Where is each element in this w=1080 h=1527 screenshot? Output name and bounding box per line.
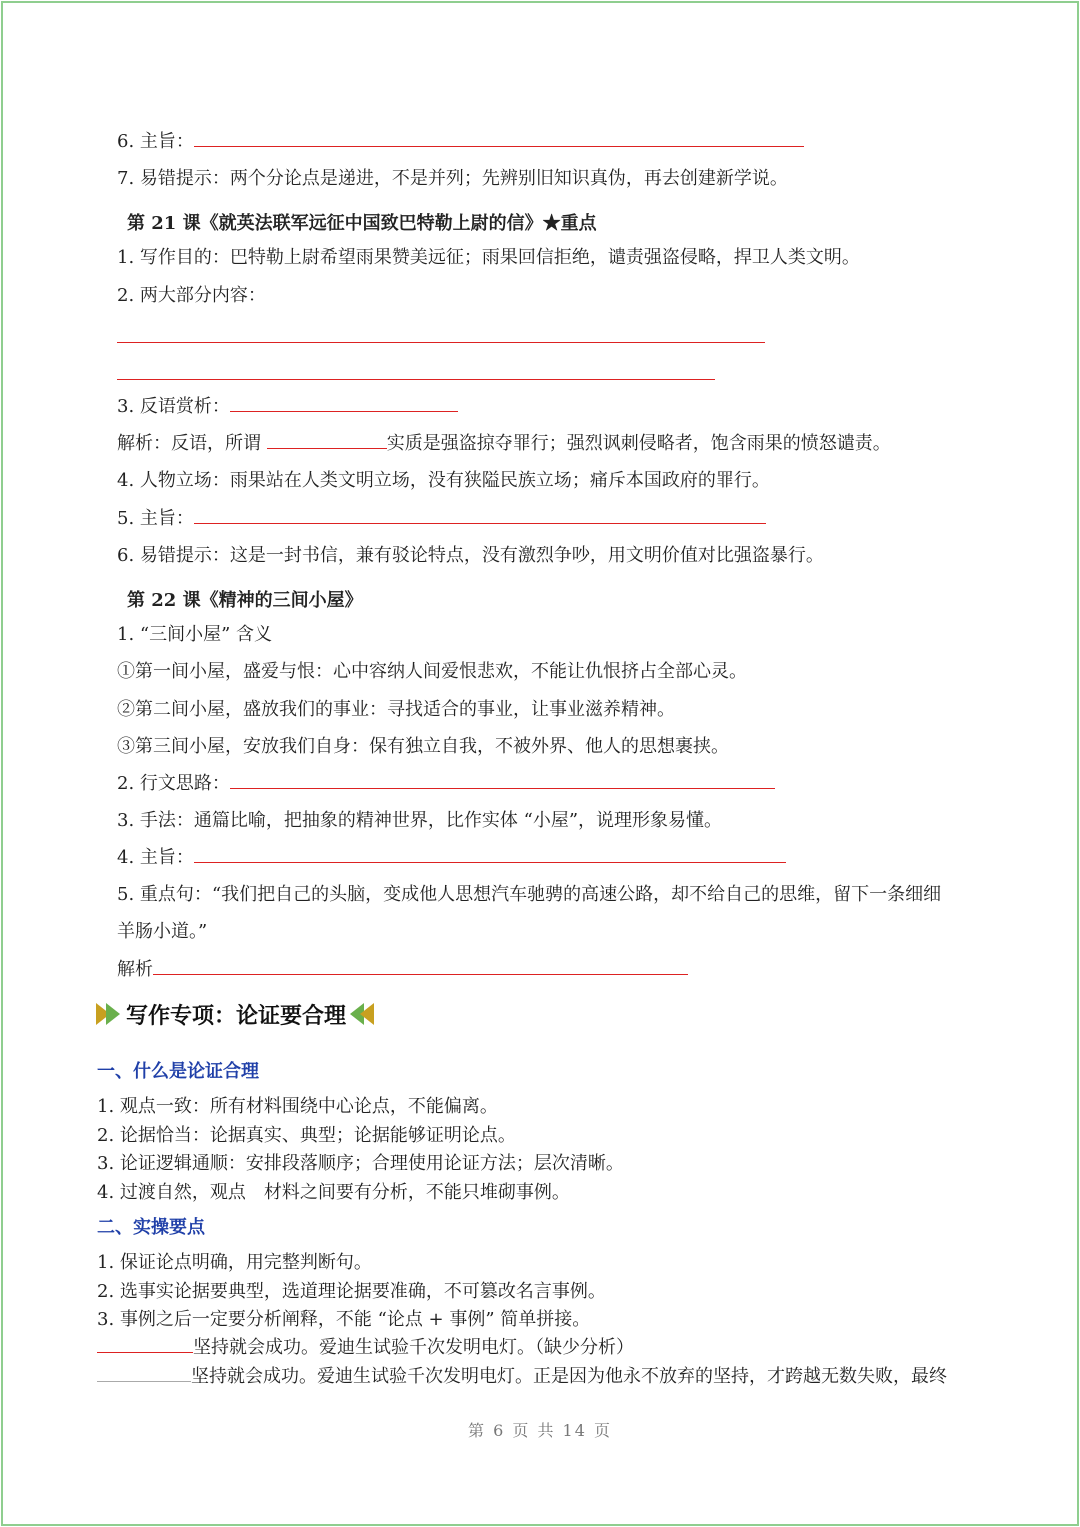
l20-item-7: 7. 易错提示：两个分论点是递进，不是并列；先辨别旧知识真伪，再去创建新学说。 <box>117 168 788 189</box>
l22-item-5-cont: 羊肠小道。” <box>117 921 208 942</box>
l21-analysis: 解析：反语，所谓 实质是强盗掠夺罪行；强烈讽刺侵略者，饱含雨果的愤怒谴责。 <box>117 433 891 454</box>
blank-line[interactable] <box>194 509 766 524</box>
blank-line[interactable] <box>97 1367 191 1382</box>
arrow-left-icon <box>350 1003 374 1025</box>
l22-item-2: 2. 行文思路： <box>117 772 775 796</box>
l21-item-6: 6. 易错提示：这是一封书信，兼有驳论特点，没有激烈争吵，用文明价值对比强盗暴行。 <box>117 545 824 566</box>
l22-item-3: 3. 手法：通篇比喻，把抽象的精神世界，比作实体 “小屋”，说理形象易懂。 <box>117 810 723 831</box>
s2-item-1: 1. 保证论点明确，用完整判断句。 <box>97 1252 372 1273</box>
l21-item-5: 5. 主旨： <box>117 507 766 531</box>
page-footer: 第 6 页 共 14 页 <box>468 1421 612 1440</box>
l20-item-6: 6. 主旨： <box>117 130 804 154</box>
l22-item-5: 5. 重点句：“我们把自己的头脑，变成他人思想汽车驰骋的高速公路，却不给自己的思维，留下一条细细 <box>117 884 942 905</box>
arrow-right-icon <box>96 1003 120 1025</box>
banner-title: 写作专项：论证要合理 <box>126 1003 347 1029</box>
s1-item-3: 3. 论证逻辑通顺：安排段落顺序；合理使用论证方法；层次清晰。 <box>97 1153 624 1174</box>
section-1-heading: 一、什么是论证合理 <box>97 1061 259 1082</box>
l21-item-4: 4. 人物立场：雨果站在人类文明立场，没有狭隘民族立场；痛斥本国政府的罪行。 <box>117 470 770 491</box>
example-1: 坚持就会成功。爱迪生试验千次发明电灯。（缺少分析） <box>97 1336 634 1360</box>
lesson-21-title: 第 21 课《就英法联军远征中国致巴特勒上尉的信》★重点 <box>127 213 597 234</box>
l21-item-3: 3. 反语赏析： <box>117 395 458 419</box>
l22-room-2: ②第二间小屋，盛放我们的事业：寻找适合的事业，让事业滋养精神。 <box>117 699 675 720</box>
l21-item-1: 1. 写作目的：巴特勒上尉希望雨果赞美远征；雨果回信拒绝，谴责强盗侵略，捍卫人类文明。 <box>117 247 860 268</box>
lesson-22-title: 第 22 课《精神的三间小屋》 <box>127 590 363 611</box>
blank-line[interactable] <box>230 397 458 412</box>
blank-line[interactable] <box>117 379 715 380</box>
s1-item-1: 1. 观点一致：所有材料围绕中心论点，不能偏离。 <box>97 1096 498 1117</box>
blank-line[interactable] <box>267 434 387 449</box>
s1-item-4: 4. 过渡自然，观点 材料之间要有分析，不能只堆砌事例。 <box>97 1182 570 1203</box>
s1-item-2: 2. 论据恰当：论据真实、典型；论据能够证明论点。 <box>97 1125 516 1146</box>
l22-room-3: ③第三间小屋，安放我们自身：保有独立自我，不被外界、他人的思想裹挟。 <box>117 736 729 757</box>
example-2: 坚持就会成功。爱迪生试验千次发明电灯。正是因为他永不放弃的坚持，才跨越无数失败，最终 <box>97 1365 947 1389</box>
l22-item-4: 4. 主旨： <box>117 846 786 870</box>
section-2-heading: 二、实操要点 <box>97 1217 205 1238</box>
blank-line[interactable] <box>194 848 786 863</box>
l22-analysis: 解析 <box>117 958 688 982</box>
writing-banner <box>96 996 374 1032</box>
l22-item-1: 1. “三间小屋” 含义 <box>117 624 273 645</box>
l21-item-2: 2. 两大部分内容： <box>117 285 266 306</box>
blank-line[interactable] <box>230 774 775 789</box>
blank-line[interactable] <box>153 960 688 975</box>
s2-item-3: 3. 事例之后一定要分析阐释，不能 “论点 + 事例” 简单拼接。 <box>97 1309 591 1330</box>
blank-line[interactable] <box>194 132 804 147</box>
blank-line[interactable] <box>97 1338 193 1353</box>
l22-room-1: ①第一间小屋，盛爱与恨：心中容纳人间爱恨悲欢，不能让仇恨挤占全部心灵。 <box>117 661 747 682</box>
s2-item-2: 2. 选事实论据要典型，选道理论据要准确，不可篡改名言事例。 <box>97 1281 606 1302</box>
blank-line[interactable] <box>117 342 765 343</box>
